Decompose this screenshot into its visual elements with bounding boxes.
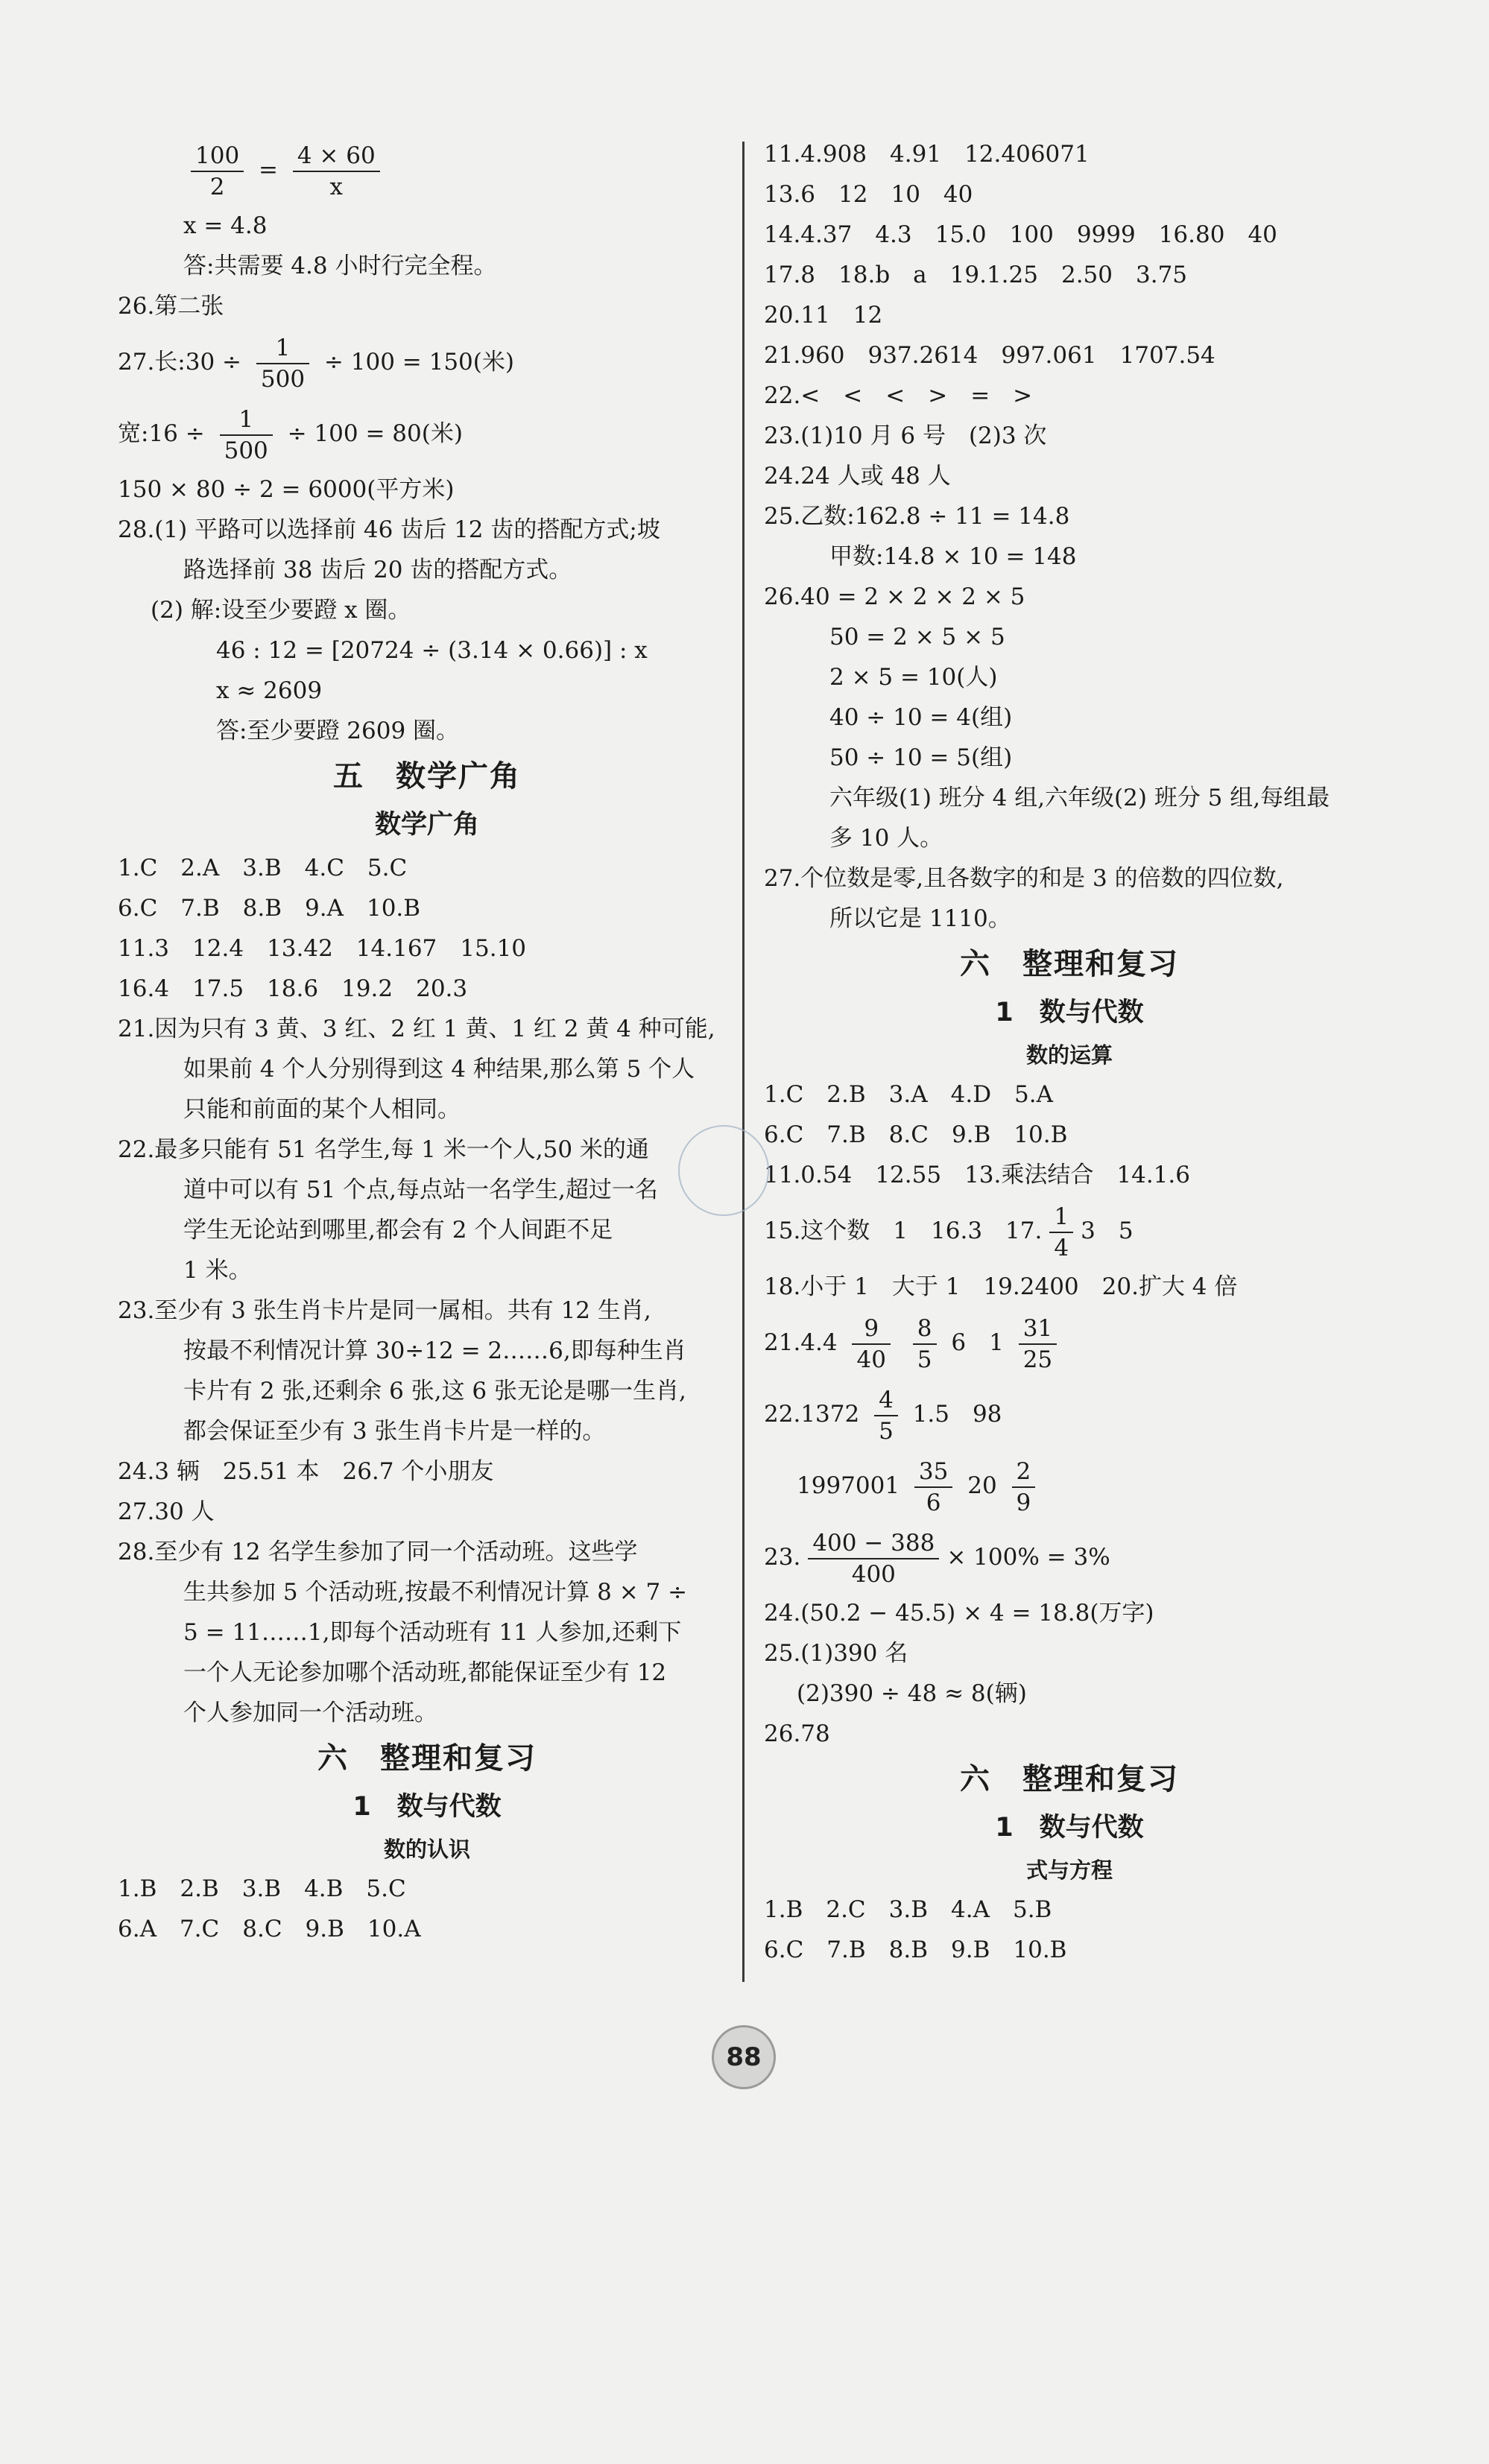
subsection-title: 数学广角 — [374, 810, 479, 840]
subsection-subtitle: 数的运算 — [1025, 1042, 1113, 1068]
section-title: 六 整理和复习 — [960, 1762, 1179, 1796]
text-line: 道中可以有 51 个点,每点站一名学生,超过一名 — [183, 1176, 658, 1203]
section-title: 六 整理和复习 — [960, 947, 1179, 981]
answer-line: 24.24 人或 48 人 — [764, 463, 951, 490]
subsection-title: 1 数与代数 — [995, 998, 1144, 1027]
text-line: 5 = 11……1,即每个活动班有 11 人参加,还剩下 — [183, 1619, 682, 1646]
fraction: $\frac{4 \times 60}{x}$ — [293, 141, 380, 202]
answer-line: 6.C 7.B 8.B 9.A 10.B — [118, 895, 421, 922]
page-number: 88 — [712, 2025, 776, 2089]
answer-line: 11.3 12.4 13.42 14.167 15.10 — [118, 935, 527, 962]
text-line: 路选择前 38 齿后 20 齿的搭配方式。 — [183, 557, 572, 583]
fraction: $\frac{9}{40}$ — [852, 1314, 890, 1375]
subsection-title: 1 数与代数 — [353, 1792, 502, 1822]
subsection-subtitle: 数的认识 — [383, 1837, 470, 1862]
answer-line: 15.这个数 1 16.3 17. $\frac{1}{4}$ 3 5 — [764, 1203, 1134, 1261]
text-line: 只能和前面的某个人相同。 — [183, 1096, 461, 1123]
section-title: 五 数学广角 — [333, 759, 521, 794]
text-line: 46 : 12 = [20724 ÷ (3.14 × 0.66)] : x — [216, 637, 648, 664]
fraction: $\frac{1}{4}$ — [1049, 1202, 1073, 1263]
answer-line: 23. $\frac{400 - 388}{400}$ × 100% = 3% — [764, 1529, 1110, 1588]
text-line: 卡片有 2 张,还剩余 6 张,这 6 张无论是哪一生肖, — [183, 1378, 686, 1404]
text-line: (2) 解:设至少要蹬 x 圈。 — [151, 597, 411, 624]
text-line: 六年级(1) 班分 4 组,六年级(2) 班分 5 组,每组最 — [829, 785, 1330, 811]
equation-line: $\frac{100}{2}$ = $\frac{4 \times 60}{x}$ — [118, 134, 736, 206]
text-line: 21.因为只有 3 黄、3 红、2 红 1 黄、1 红 2 黄 4 种可能, — [118, 1016, 715, 1042]
answer-line: 27.30 人 — [118, 1498, 215, 1525]
answer-line: 1.B 2.B 3.B 4.B 5.C — [118, 1875, 406, 1902]
answer-line: 1997001 $\frac{35}{6}$ 20 $\frac{2}{9}$ — [764, 1450, 1375, 1521]
fraction: $\frac{31}{25}$ — [1019, 1314, 1057, 1375]
answer-line: 1.B 2.C 3.B 4.A 5.B — [764, 1896, 1052, 1923]
fraction: $\frac{1}{500}$ — [220, 405, 273, 466]
text-line: 一个人无论参加哪个活动班,都能保证至少有 12 — [183, 1659, 667, 1686]
text-line: 如果前 4 个人分别得到这 4 种结果,那么第 5 个人 — [183, 1056, 695, 1083]
fraction: $\frac{400 - 388}{400}$ — [808, 1528, 939, 1589]
text-line: 甲数:14.8 × 10 = 148 — [829, 543, 1077, 570]
text-line: 27.个位数是零,且各数字的和是 3 的倍数的四位数, — [764, 865, 1284, 892]
answer-line: 13.6 12 10 40 — [764, 181, 973, 208]
answer-line: 11.4.908 4.91 12.406071 — [764, 141, 1090, 168]
text-line: 22.最多只能有 51 名学生,每 1 米一个人,50 米的通 — [118, 1136, 649, 1163]
text-line: 生共参加 5 个活动班,按最不利情况计算 8 × 7 ÷ — [183, 1579, 688, 1606]
column-divider — [742, 142, 744, 1982]
equation-line: 27.长:30 ÷ $\frac{1}{500}$ ÷ 100 = 150(米) — [118, 334, 514, 393]
fraction: $\frac{100}{2}$ — [191, 141, 244, 202]
text-line: x = 4.8 — [183, 212, 268, 239]
answer-line: 18.小于 1 大于 1 19.2400 20.扩大 4 倍 — [764, 1273, 1238, 1300]
text-line: 26.40 = 2 × 2 × 2 × 5 — [764, 583, 1025, 610]
answer-line: 1.C 2.A 3.B 4.C 5.C — [118, 855, 408, 881]
text-line: 28.至少有 12 名学生参加了同一个活动班。这些学 — [118, 1539, 638, 1565]
text-line: 150 × 80 ÷ 2 = 6000(平方米) — [118, 476, 455, 503]
answer-line: 22.1372 $\frac{4}{5}$ 1.5 98 — [764, 1386, 1002, 1445]
watermark-stamp-icon — [678, 1125, 769, 1216]
answer-line: 20.11 12 — [764, 302, 883, 329]
text-line: 都会保证至少有 3 张生肖卡片是一样的。 — [183, 1418, 606, 1445]
answer-line: 25.(1)390 名 — [764, 1640, 908, 1667]
answer-line: 23.(1)10 月 6 号 (2)3 次 — [764, 422, 1047, 449]
text-line: 答:共需要 4.8 小时行完全程。 — [183, 253, 497, 279]
text-line: 50 = 2 × 5 × 5 — [829, 624, 1005, 650]
answer-line: 16.4 17.5 18.6 19.2 20.3 — [118, 975, 468, 1002]
text-line: 28.(1) 平路可以选择前 46 齿后 12 齿的搭配方式;坡 — [118, 516, 660, 543]
answer-line: 17.8 18.b a 19.1.25 2.50 3.75 — [764, 262, 1188, 288]
answer-line: 21.960 937.2614 997.061 1707.54 — [764, 342, 1215, 369]
text-line: 23.至少有 3 张生肖卡片是同一属相。共有 12 生肖, — [118, 1297, 651, 1324]
text-line: 多 10 人。 — [829, 825, 943, 852]
text-line: 个人参加同一个活动班。 — [183, 1700, 437, 1726]
fraction: $\frac{4}{5}$ — [874, 1385, 898, 1446]
text-line: 答:至少要蹬 2609 圈。 — [216, 718, 460, 744]
answer-line: 26.78 — [764, 1720, 830, 1747]
text-line: x ≈ 2609 — [216, 677, 323, 704]
answer-line: 21.4.4 $\frac{9}{40}$ $\frac{8}{5}$ 6 1 $\frac{31}{25}$ — [764, 1307, 1375, 1378]
text-line: 50 ÷ 10 = 5(组) — [829, 744, 1013, 771]
equation-line: 宽:16 ÷ $\frac{1}{500}$ ÷ 100 = 80(米) — [118, 405, 463, 464]
answer-line: 24.(50.2 − 45.5) × 4 = 18.8(万字) — [764, 1600, 1154, 1627]
answer-line: 14.4.37 4.3 15.0 100 9999 16.80 40 — [764, 221, 1277, 248]
fraction: $\frac{2}{9}$ — [1012, 1457, 1036, 1518]
answer-line: 11.0.54 12.55 13.乘法结合 14.1.6 — [764, 1162, 1190, 1188]
subsection-subtitle: 式与方程 — [1025, 1857, 1113, 1883]
answer-line: 1.C 2.B 3.A 4.D 5.A — [764, 1081, 1054, 1108]
left-column — [118, 134, 736, 1949]
answer-line: (2)390 ÷ 48 ≈ 8(辆) — [797, 1680, 1027, 1707]
section-title: 六 整理和复习 — [317, 1741, 537, 1776]
text-line: 学生无论站到哪里,都会有 2 个人间距不足 — [183, 1217, 613, 1244]
subsection-title: 1 数与代数 — [995, 1813, 1144, 1843]
answer-line: 22.< < < > = > — [764, 382, 1033, 409]
text-line: 26.第二张 — [118, 293, 224, 320]
text-line: 1 米。 — [183, 1257, 252, 1284]
fraction: $\frac{35}{6}$ — [914, 1457, 952, 1518]
text-line: 25.乙数:162.8 ÷ 11 = 14.8 — [764, 503, 1070, 530]
text-line: 40 ÷ 10 = 4(组) — [829, 704, 1013, 731]
text-line: 2 × 5 = 10(人) — [829, 664, 998, 691]
answer-line: 24.3 辆 25.51 本 26.7 个小朋友 — [118, 1458, 494, 1485]
answer-line: 6.C 7.B 8.B 9.B 10.B — [764, 1936, 1067, 1963]
answer-line: 6.C 7.B 8.C 9.B 10.B — [764, 1121, 1068, 1148]
text-line: 按最不利情况计算 30÷12 = 2……6,即每种生肖 — [183, 1337, 686, 1364]
text-line: 所以它是 1110。 — [829, 905, 1011, 932]
fraction: $\frac{8}{5}$ — [913, 1314, 937, 1375]
answer-line: 6.A 7.C 8.C 9.B 10.A — [118, 1916, 421, 1942]
fraction: $\frac{1}{500}$ — [256, 333, 309, 394]
right-column — [764, 134, 1375, 1970]
